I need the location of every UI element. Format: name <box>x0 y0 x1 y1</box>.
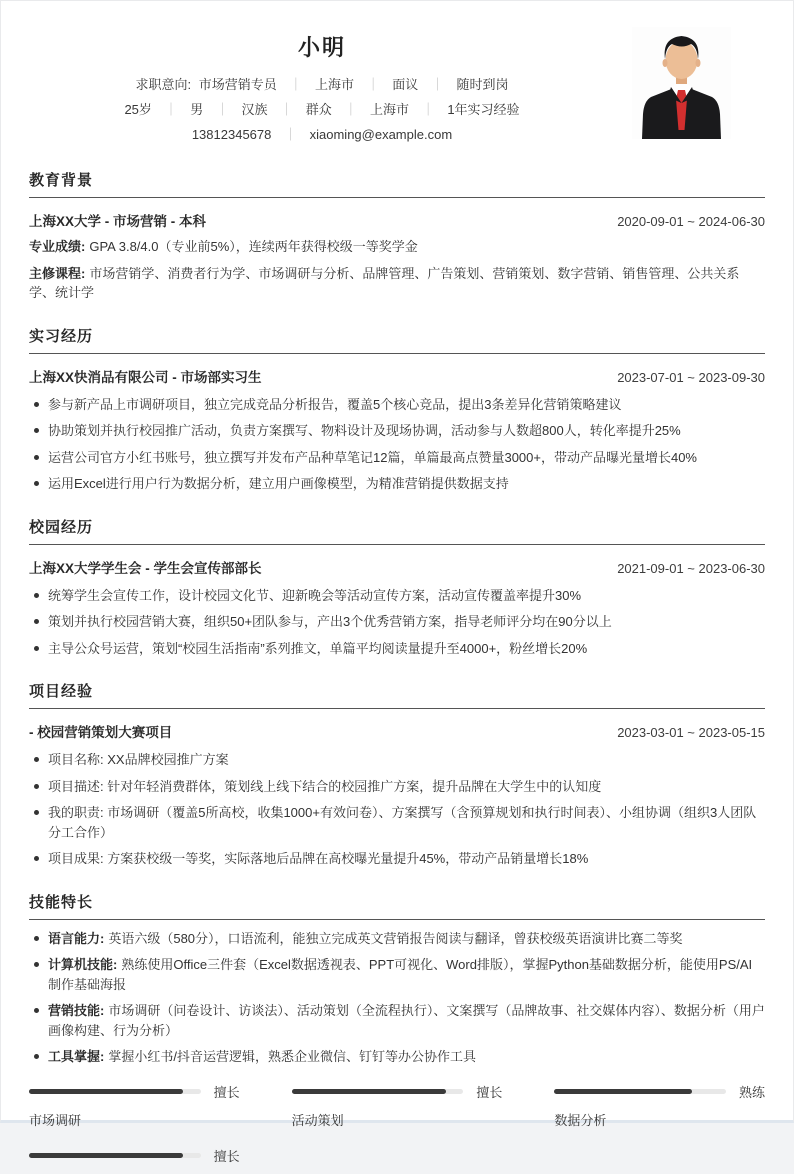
skill-bar-fill <box>554 1089 691 1094</box>
skill-bars-grid <box>29 1082 765 1174</box>
section-title-project: 项目经验 <box>29 680 765 709</box>
bullet-item: 策划并执行校园营销大赛，组织50+团队参与，产出3个优秀营销方案，指导老师评分均在90分以上 <box>29 612 765 632</box>
gpa-text: GPA 3.8/4.0（专业前5%），连续两年获得校级一等奖学金 <box>89 239 418 254</box>
separator: ｜ <box>280 102 294 117</box>
skill-text: 英语六级（580分），口语流利，能独立完成英文营销报告阅读与翻译，曾获校级英语演讲比赛二等奖 <box>108 930 683 946</box>
courses-label: 主修课程: <box>29 265 86 281</box>
bullet-item: 参与新产品上市调研项目，独立完成竞品分析报告，覆盖5个核心竞品，提出3条差异化营销策略建议 <box>29 395 765 415</box>
profile-photo <box>632 27 731 139</box>
section-skills <box>29 891 765 1174</box>
intent-label: 求职意向: <box>135 77 192 92</box>
skill-label: 营销技能: <box>48 1003 105 1018</box>
section-education <box>29 169 765 303</box>
section-title-campus: 校园经历 <box>29 516 765 545</box>
bullet-item <box>29 955 765 994</box>
skill-bar-row <box>29 1146 240 1165</box>
section-title-internship: 实习经历 <box>29 325 765 354</box>
skill-bar-fill <box>29 1153 183 1158</box>
separator: ｜ <box>289 77 303 92</box>
internship-bullet-list <box>29 395 765 494</box>
section-project <box>29 680 765 869</box>
phone-number: 13812345678 <box>191 127 272 142</box>
project-entry-title: - 校园营销策划大赛项目 <box>29 725 173 740</box>
bullet-item: 我的职责: 市场调研（覆盖5所高校，收集1000+有效问卷）、方案撰写（含预算规划和执行时间表）、小组协调（组织3人团队分工合作） <box>29 803 765 842</box>
skill-label: 语言能力: <box>48 930 105 946</box>
intent-availability: 随时到岗 <box>456 77 509 92</box>
skill-label: 工具掌握: <box>48 1049 105 1064</box>
skill-bar-name: 数据分析 <box>554 1112 607 1128</box>
bullet-item <box>29 929 765 949</box>
internship-entry-title: 上海XX快消品有限公司 - 市场部实习生 <box>29 369 262 385</box>
skill-bar-name: 活动策划 <box>291 1112 344 1128</box>
skill-level-label: 擅长 <box>213 1148 240 1164</box>
section-campus <box>29 516 765 659</box>
bullet-item: 项目名称: XX品牌校园推广方案 <box>29 750 765 770</box>
project-entry-head <box>29 721 765 741</box>
skill-bar-track <box>554 1089 726 1094</box>
info-gender: 男 <box>190 102 204 117</box>
skill-bar-row <box>554 1082 765 1101</box>
bullet-item <box>29 1047 765 1067</box>
internship-date-range: 2023-07-01 ~ 2023-09-30 <box>617 369 765 385</box>
education-date-range: 2020-09-01 ~ 2024-06-30 <box>617 214 765 229</box>
male-portrait-icon <box>632 27 731 139</box>
education-courses-row <box>29 264 765 303</box>
separator: ｜ <box>344 102 358 117</box>
education-entry-head <box>29 210 765 230</box>
section-title-education: 教育背景 <box>29 169 765 198</box>
intent-salary: 面议 <box>392 77 419 92</box>
email-address: xiaoming@example.com <box>309 127 453 142</box>
skill-bar-fill <box>292 1089 446 1094</box>
intent-position: 市场营销专员 <box>198 77 277 92</box>
skill-bar-track <box>292 1089 464 1094</box>
skill-text: 熟练使用Office三件套（Excel数据透视表、PPT可视化、Word排版），掌握Python基础数据分析，能使用PS/AI制作基础海报 <box>48 957 753 992</box>
job-intent-line <box>29 72 615 97</box>
skill-bar-track <box>29 1153 201 1158</box>
section-title-skills: 技能特长 <box>29 891 765 920</box>
skills-bullet-list <box>29 929 765 1067</box>
info-experience: 1年实习经验 <box>447 102 520 117</box>
skill-bar-row <box>292 1082 503 1101</box>
bullet-item: 运营公司官方小红书账号，独立撰写并发布产品种草笔记12篇，单篇最高点赞量3000+，带动产品曝光量增长40% <box>29 448 765 468</box>
skill-level-label: 擅长 <box>476 1084 503 1100</box>
resume-header <box>29 31 615 147</box>
internship-entry-head <box>29 366 765 386</box>
separator: ｜ <box>164 102 178 117</box>
skill-bar-item <box>29 1146 240 1174</box>
courses-text: 市场营销学、消费者行为学、市场调研与分析、品牌管理、广告策划、营销策划、数字营销、销售管理、公共关系学、统计学 <box>29 265 740 300</box>
skill-text: 掌握小红书/抖音运营逻辑，熟悉企业微信、钉钉等办公协作工具 <box>108 1049 476 1064</box>
project-date-range: 2023-03-01 ~ 2023-05-15 <box>617 725 765 740</box>
separator: ｜ <box>421 102 435 117</box>
bullet-item <box>29 1001 765 1040</box>
info-location: 上海市 <box>370 102 410 117</box>
skill-bar-fill <box>29 1089 183 1094</box>
section-internship <box>29 325 765 494</box>
skill-level-label: 擅长 <box>213 1084 240 1100</box>
skill-text: 市场调研（问卷设计、访谈法）、活动策划（全流程执行）、文案撰写（品牌故事、社交媒体内容）、数据分析（用户画像构建、行为分析） <box>48 1003 765 1038</box>
separator: ｜ <box>215 102 229 117</box>
skill-label: 计算机技能: <box>48 957 118 972</box>
education-gpa-row <box>29 237 765 257</box>
bullet-item: 协助策划并执行校园推广活动，负责方案撰写、物料设计及现场协调，活动参与人数超800人，转化率提升25% <box>29 421 765 441</box>
skill-bar-name: 市场调研 <box>29 1112 82 1128</box>
intent-city: 上海市 <box>314 77 354 92</box>
bullet-item: 项目成果: 方案获校级一等奖，实际落地后品牌在高校曝光量提升45%，带动产品销量增长18% <box>29 849 765 869</box>
personal-info-line <box>29 97 615 122</box>
campus-entry-title: 上海XX大学学生会 - 学生会宣传部部长 <box>29 560 262 576</box>
gpa-label: 专业成绩: <box>29 239 86 254</box>
skill-bar-track <box>29 1089 201 1094</box>
education-entry-title: 上海XX大学 - 市场营销 - 本科 <box>29 214 207 229</box>
contact-line <box>29 122 615 147</box>
campus-bullet-list <box>29 586 765 659</box>
info-ethnicity: 汉族 <box>241 102 268 117</box>
skill-bar-row <box>29 1082 240 1101</box>
bullet-item: 运用Excel进行用户行为数据分析，建立用户画像模型，为精准营销提供数据支持 <box>29 474 765 494</box>
separator: ｜ <box>366 77 380 92</box>
separator: ｜ <box>283 127 297 142</box>
campus-entry-head <box>29 557 765 577</box>
separator: ｜ <box>430 77 444 92</box>
campus-date-range: 2021-09-01 ~ 2023-06-30 <box>617 560 765 576</box>
bullet-item: 主导公众号运营，策划“校园生活指南”系列推文，单篇平均阅读量提升至4000+，粉丝增长20% <box>29 639 765 659</box>
info-political-status: 群众 <box>305 102 332 117</box>
skill-bar-item <box>292 1082 503 1129</box>
project-bullet-list <box>29 750 765 869</box>
skill-bar-item <box>554 1082 765 1129</box>
bullet-item: 统筹学生会宣传工作，设计校园文化节、迎新晚会等活动宣传方案，活动宣传覆盖率提升30% <box>29 586 765 606</box>
candidate-name: 小明 <box>297 35 346 60</box>
skill-level-label: 熟练 <box>738 1084 765 1100</box>
info-age: 25岁 <box>124 102 152 117</box>
bullet-item: 项目描述: 针对年轻消费群体，策划线上线下结合的校园推广方案，提升品牌在大学生中的认知度 <box>29 777 765 797</box>
skill-bar-item <box>29 1082 240 1129</box>
